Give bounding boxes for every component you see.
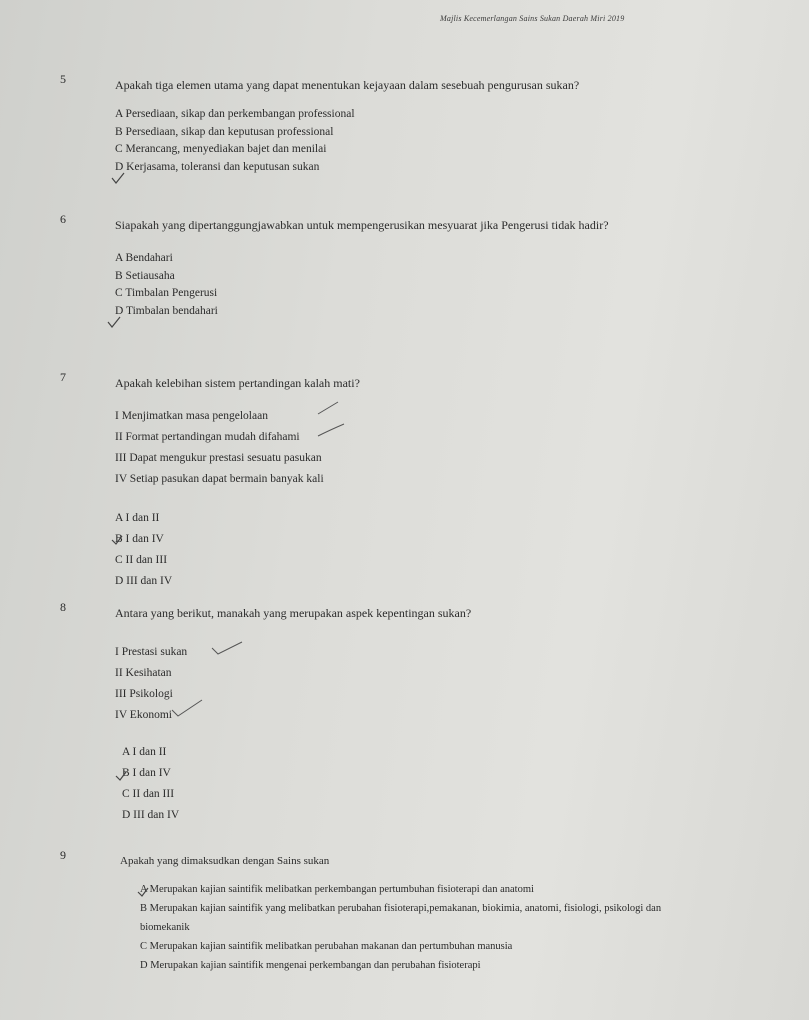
options-list xyxy=(115,106,715,176)
option-d[interactable]: D Merupakan kajian saintifik mengenai perkembangan dan perubahan fisioterapi xyxy=(140,960,481,971)
page-header: Majlis Kecemerlangan Sains Sukan Daerah Miri 2019 xyxy=(440,14,625,23)
option-d[interactable]: D III dan IV xyxy=(122,809,180,821)
statement-3: III Dapat mengukur prestasi sesuatu pasukan xyxy=(115,452,322,464)
option-a[interactable]: A I dan II xyxy=(122,746,167,758)
question-number: 9 xyxy=(60,848,66,862)
option-c[interactable]: C Timbalan Pengerusi xyxy=(115,287,218,299)
question-6 xyxy=(60,212,715,320)
statement-3: III Psikologi xyxy=(115,688,173,700)
options-list xyxy=(115,250,715,320)
option-b[interactable]: B I dan IV xyxy=(115,533,164,545)
option-d[interactable]: D III dan IV xyxy=(115,575,173,587)
option-a[interactable]: A Persediaan, sikap dan perkembangan professional xyxy=(115,108,355,120)
question-5 xyxy=(60,72,715,176)
question-number: 5 xyxy=(60,72,66,86)
statements-list xyxy=(115,642,715,726)
question-text: Siapakah yang dipertanggungjawabkan untuk mempengerusikan mesyuarat jika Pengerusi tidak hadir? xyxy=(115,218,609,232)
statement-4: IV Setiap pasukan dapat bermain banyak kali xyxy=(115,473,324,485)
question-9 xyxy=(60,848,720,975)
option-c[interactable]: C II dan III xyxy=(115,554,168,566)
question-8 xyxy=(60,600,715,826)
option-c[interactable]: C II dan III xyxy=(122,788,175,800)
statement-4: IV Ekonomi xyxy=(115,709,172,721)
statement-1: I Prestasi sukan xyxy=(115,646,188,658)
question-text: Antara yang berikut, manakah yang merupakan aspek kepentingan sukan? xyxy=(115,606,472,620)
option-b[interactable]: B Merupakan kajian saintifik yang melibatkan perubahan fisioterapi,pemakanan, biokimia, anatomi, fisiologi, psikologi dan biomekanik xyxy=(140,903,662,933)
question-7 xyxy=(60,370,715,592)
statement-1: I Menjimatkan masa pengelolaan xyxy=(115,410,268,422)
option-b[interactable]: B I dan IV xyxy=(122,767,171,779)
options-list xyxy=(115,508,715,592)
question-number: 6 xyxy=(60,212,66,226)
options-list xyxy=(140,880,700,975)
option-a[interactable]: A I dan II xyxy=(115,512,160,524)
statement-2: II Format pertandingan mudah difahami xyxy=(115,431,300,443)
options-list xyxy=(122,742,715,826)
question-number: 7 xyxy=(60,370,66,384)
option-b[interactable]: B Persediaan, sikap dan keputusan professional xyxy=(115,125,334,138)
option-b[interactable]: B Setiausaha xyxy=(115,269,175,282)
option-c[interactable]: C Merupakan kajian saintifik melibatkan perubahan makanan dan pertumbuhan manusia xyxy=(140,941,513,952)
option-d[interactable]: D Timbalan bendahari xyxy=(115,304,218,317)
option-c[interactable]: C Merancang, menyediakan bajet dan menilai xyxy=(115,143,327,155)
question-number: 8 xyxy=(60,600,66,614)
question-text: Apakah yang dimaksudkan dengan Sains sukan xyxy=(120,855,330,867)
option-a[interactable]: A Merupakan kajian saintifik melibatkan perkembangan pertumbuhan fisioterapi dan anatomi xyxy=(140,884,534,895)
statement-2: II Kesihatan xyxy=(115,667,172,679)
question-text: Apakah tiga elemen utama yang dapat menentukan kejayaan dalam sesebuah pengurusan sukan? xyxy=(115,78,580,92)
question-text: Apakah kelebihan sistem pertandingan kalah mati? xyxy=(115,376,360,390)
option-d[interactable]: D Kerjasama, toleransi dan keputusan sukan xyxy=(115,160,320,173)
statements-list xyxy=(115,406,715,490)
option-a[interactable]: A Bendahari xyxy=(115,252,173,264)
